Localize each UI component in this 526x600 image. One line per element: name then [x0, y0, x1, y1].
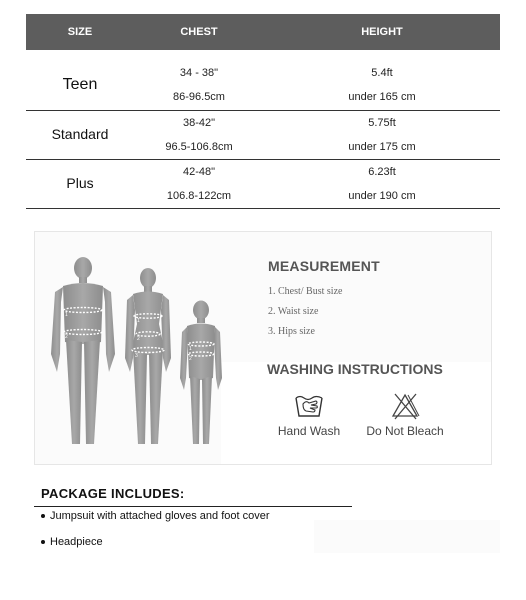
size-row-plus: [26, 160, 500, 209]
do-not-bleach-item: [363, 392, 447, 438]
chest-cm: 106.8-122cm: [166, 190, 232, 202]
chest-cm: 96.5-106.8cm: [165, 141, 233, 153]
child-figure-icon: [180, 301, 222, 445]
marker-2: 2: [65, 334, 68, 340]
height-cm: under 175 cm: [348, 141, 416, 153]
chest-inches: 38-42": [182, 117, 216, 129]
measurement-item-chest: 1. Chest/ Bust size: [268, 286, 343, 297]
bullet-icon: [41, 514, 45, 518]
height-cm: under 165 cm: [348, 91, 416, 103]
chest-cell: [134, 160, 264, 209]
marker-2: 2: [137, 336, 140, 342]
height-feet: 6.23ft: [368, 166, 396, 178]
male-figure-icon: [51, 257, 115, 444]
body-measurement-figures: [45, 254, 225, 450]
bullet-icon: [41, 540, 45, 544]
measurement-item-waist: 2. Waist size: [268, 306, 319, 317]
package-item-text: Jumpsuit with attached gloves and foot cover: [50, 510, 270, 522]
marker-1: 1: [65, 312, 68, 318]
size-row-standard: [26, 111, 500, 160]
chest-cell: [134, 111, 264, 160]
hand-wash-icon: [294, 392, 324, 420]
height-cell: [264, 160, 500, 209]
size-name: Teen: [26, 60, 134, 111]
measurement-item-hips: 3. Hips size: [268, 326, 315, 337]
size-row-teen: [26, 60, 500, 111]
height-cell: [264, 111, 500, 160]
female-figure-icon: [125, 268, 171, 444]
marker-1: 1: [189, 346, 192, 352]
package-divider: [34, 506, 352, 507]
height-cm: under 190 cm: [348, 190, 416, 202]
marker-1: 1: [137, 318, 140, 324]
chest-inches: 42-48": [182, 166, 216, 178]
size-name: Plus: [26, 160, 134, 209]
measurement-title: MEASUREMENT: [268, 258, 380, 274]
size-chart-table: [26, 14, 500, 209]
height-feet: 5.4ft: [371, 67, 393, 79]
hand-wash-label: Hand Wash: [277, 424, 341, 438]
header-height: HEIGHT: [264, 14, 500, 50]
header-size: SIZE: [26, 14, 134, 50]
package-title: PACKAGE INCLUDES:: [41, 486, 185, 501]
size-name: Standard: [26, 111, 134, 160]
size-chart-header-row: [26, 14, 500, 50]
height-cell: [264, 60, 500, 111]
chest-cm: 86-96.5cm: [173, 91, 225, 103]
measurement-list: [268, 282, 342, 342]
marker-3: 3: [135, 353, 138, 359]
do-not-bleach-label: Do Not Bleach: [366, 424, 444, 438]
package-item: [41, 536, 103, 548]
chest-cell: [134, 60, 264, 111]
do-not-bleach-icon: [390, 392, 420, 420]
hand-wash-item: [271, 392, 347, 438]
chest-inches: 34 - 38": [179, 67, 219, 79]
package-item-text: Headpiece: [50, 536, 103, 548]
package-item: [41, 510, 270, 522]
header-chest: CHEST: [134, 14, 264, 50]
measurement-panel: [34, 231, 492, 465]
height-feet: 5.75ft: [368, 117, 396, 129]
marker-2: 2: [189, 356, 192, 362]
washing-title: WASHING INSTRUCTIONS: [267, 361, 443, 377]
